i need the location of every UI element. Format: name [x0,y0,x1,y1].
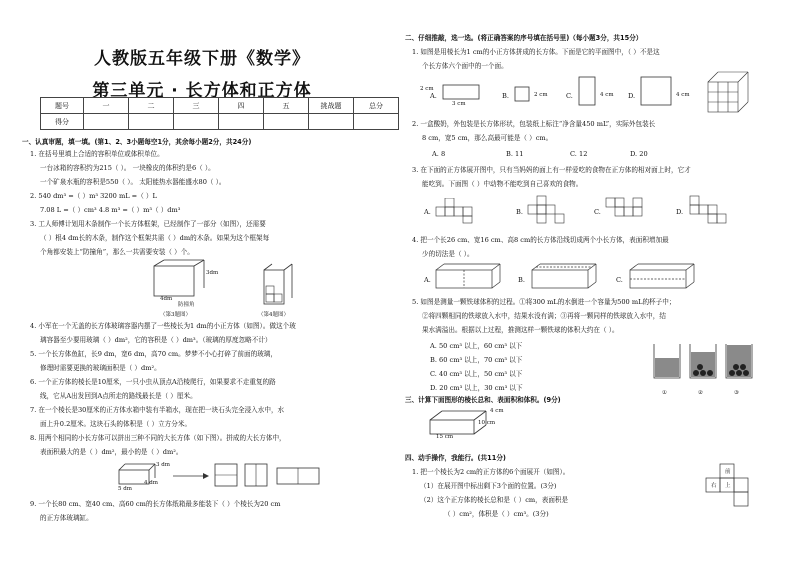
dim-label: 3 dm [156,462,170,468]
score-blank[interactable] [174,114,219,130]
dim-label: 4 cm [600,92,614,98]
figure-4-container [258,260,298,310]
option-d[interactable]: D. 20 cm³ 以上，30 cm³ 以下 [430,384,523,392]
dim-label: 10 cm [478,420,496,426]
question-line: 2. 一盒酸奶，外包装是长方体形状，包装纸上标注“净含量450 mL”，实际外包装长 [412,120,656,128]
dim-label: 3 cm [452,101,466,107]
question-line: 璃容器至少要用玻璃（ ）dm²，它的容积是（ ）dm³。（玻璃的厚度忽略不计） [40,336,272,344]
option-d[interactable]: D. 20 [630,150,648,158]
question-line: 线，它从A出发回到A点所走的路线最长是（ ）厘米。 [40,392,197,400]
score-cell: 四 [219,98,264,114]
unit-subtitle: 第三单元 · 长方体和正方体 [92,81,312,101]
question-line: 3. 工人师傅计划用木条制作一个长方体框架，已经制作了一部分（如图），还需要 [30,220,266,228]
net-label: 右 [711,483,717,489]
dim-label: 2 cm [420,86,434,92]
question-line: 1. 在括号里填上合适的容积单位或体积单位。 [30,150,164,158]
cup-label: ① [662,390,667,396]
net-figure-a [434,198,490,224]
question-line: 一台冰箱的容积约为215（ ）。 一块橡皮的体积约是6（ ）。 [40,164,215,172]
option-label[interactable]: B. [516,208,523,216]
question-line: 个角都安装上“防撞角”，那么一共需要安装（ ）个。 [40,248,194,256]
anti-collision-label: 防撞角 [178,302,195,308]
question-line: 一个矿泉水瓶的容积是550（ ）。 太阳能热水器能盛水80（ ）。 [40,178,226,186]
score-cell: 三 [174,98,219,114]
figure-8-boxes [115,458,325,494]
question-line: 5. 一个长方体鱼缸，长9 dm，宽6 dm，高70 cm。梦梦不小心打碎了前面的玻璃， [30,350,277,358]
score-blank[interactable] [84,114,129,130]
net-figure-c [604,196,648,224]
option-b-square [514,86,534,102]
option-label[interactable]: A. [424,276,431,284]
question-line: 修理时需要更换的玻璃面积是（ ）dm²。 [40,364,161,372]
question-line: 5. 如图是测量一颗铁球体积的过程。①将300 mL的水倒进一个容量为500 mL的杯子中； [412,298,676,306]
score-blank[interactable] [264,114,309,130]
net-label: 上 [725,483,731,489]
score-blank[interactable] [354,114,399,130]
section-three-heading: 三、计算下面图形的棱长总和、表面积和体积。(9分) [405,396,561,404]
page-title: 人教版五年级下册《数学》 [94,49,310,69]
question-line: （ ）cm²，体积是（ ）cm³。(3分) [444,510,549,518]
option-label[interactable]: B. [502,92,509,100]
score-table-header-row [41,98,399,114]
score-cell: 题号 [41,98,84,114]
question-line: （1）在展开图中标出剩下3个面的位置。(3分) [420,482,557,490]
question-line: 4. 小军在一个无盖的长方体玻璃容器内摆了一些棱长为1 dm的小正方体（如图）。做这个玻 [30,322,296,330]
net-figure-d [688,194,728,224]
option-c[interactable]: C. 12 [570,150,588,158]
question-line: 1. 把一个棱长为2 cm的正方体的6个面展开（如图）。 [412,468,570,476]
question-line: 8 cm，宽5 cm，那么高最可能是（ ）cm。 [422,134,553,142]
question-line: 4. 把一个长26 cm、宽16 cm、高8 cm的长方体沿线切成两个小长方体，表面积增加最 [412,236,669,244]
net-label: 前 [725,469,731,475]
cut-box-c [628,262,698,290]
question-line: （2）这个正方体的棱长总和是（ ）cm，表面积是 [420,496,569,504]
cut-box-a [434,262,504,290]
option-c-rect [578,76,598,106]
score-blank[interactable] [219,114,264,130]
section-two-heading: 二、仔细推敲，选一选。(将正确答案的序号填在括号里)（每小题3分，共15分） [405,34,643,42]
question-line: 的正方体玻璃缸。 [40,514,93,522]
score-cell: 挑战题 [309,98,354,114]
score-blank[interactable] [129,114,174,130]
cut-box-b [530,262,600,290]
score-blank[interactable] [309,114,354,130]
option-d-rect [640,76,674,106]
option-label[interactable]: B. [518,276,525,284]
question-line: （ ）根4 dm长的木条，制作这个框架共需（ ）dm的木条。如果为这个框架每 [40,234,270,242]
question-line: 3. 在下面的正方体展开图中，只有当妈妈的面上有一样爱吃的食物在正方体的相对面上时，它才 [412,166,691,174]
dim-label: 4 dm [144,480,158,486]
score-cell: 总分 [354,98,399,114]
option-b[interactable]: B. 60 cm³ 以上，70 cm³ 以下 [430,356,523,364]
option-label[interactable]: C. [566,92,573,100]
dim-label: 3dm [206,270,219,276]
figure-4-caption: （第4题图） [258,312,289,318]
score-cell: 五 [264,98,309,114]
question-line: 2. 540 dm³ =（ ）m³ 3200 mL =（ ）L [30,192,157,200]
cup-label: ③ [734,390,739,396]
dim-label: 15 cm [436,434,454,440]
beakers-figure [650,338,760,388]
option-a[interactable]: A. 50 cm³ 以上，60 cm³ 以下 [430,342,523,350]
question-line: 9. 一个长80 cm、宽40 cm、高60 cm的长方体纸箱最多能装下（ ）个棱长为20 cm [30,500,281,508]
option-a-rect [442,84,482,100]
question-line: 面上升0.2厘米。这块石头的体积是（ ）立方分米。 [40,420,192,428]
score-cell: 一 [84,98,129,114]
net-figure-b [526,194,566,224]
score-label: 得分 [41,114,84,130]
question-line: 能吃到。下面图（ ）中动物不能吃到自己喜欢的食物。 [422,180,583,188]
option-label[interactable]: D. [628,92,636,100]
option-a[interactable]: A. 8 [432,150,446,158]
question-line: 7. 在一个棱长是30厘米的正方体水箱中装有半箱水，现在把一块石头完全浸入水中，水 [30,406,285,414]
dim-label: 4 cm [676,92,690,98]
section-four-heading: 四、动手操作，我能行。(共11分) [405,454,506,462]
question-line: 6. 一个正方体的棱长是10厘米，一只小虫从顶点A沿棱爬行，如果要求不走重复的路 [30,378,276,386]
option-label[interactable]: A. [424,208,431,216]
score-table-score-row [41,114,399,130]
section-one-heading: 一、认真审题，填一填。(第1、2、3小题每空1分，其余每小题2分，共24分) [22,138,252,146]
question-line: 果水满溢出。根据以上过程，推测这样一颗铁球的体积大约在（ ）。 [422,326,619,334]
question-line: 7.08 L =（ ）cm³ 4.8 m³ =（ ）m³（ ）dm³ [40,206,181,214]
dim-label: 2 cm [534,92,548,98]
option-b[interactable]: B. 11 [506,150,524,158]
option-label[interactable]: D. [676,208,684,216]
option-label[interactable]: C. [594,208,601,216]
figure-3-caption: （第3题图） [160,312,191,318]
question-line: 个长方体六个面中的一个面。 [422,62,508,70]
question-line: 1. 如图是用棱长为1 cm的小正方体拼成的长方体。下面是它的平面图中，（ ）不是这 [412,48,660,56]
score-cell: 二 [129,98,174,114]
question-line: 8. 用两个相同的小长方体可以拼出三种不同的大长方体（如下图）。拼成的大长方体中， [30,434,286,442]
dim-label: 4 cm [490,408,504,414]
score-table [40,97,399,130]
cup-label: ② [698,390,703,396]
question-line: 表面积最大的是（ ）dm²，最小的是（ ）dm²。 [40,448,183,456]
option-label[interactable]: A. [430,92,437,100]
question-line: ②将四颗相同的铁球放入水中，结果水没有满；③再将一颗同样的铁球放入水中，结 [422,312,666,320]
question-line: 少的切法是（ ）。 [422,250,474,258]
option-label[interactable]: C. [616,276,623,284]
dim-label: 5 dm [118,486,132,492]
dim-label: 4dm [160,296,173,302]
cube-grid-figure [706,70,750,114]
option-c[interactable]: C. 40 cm³ 以上，50 cm³ 以下 [430,370,523,378]
